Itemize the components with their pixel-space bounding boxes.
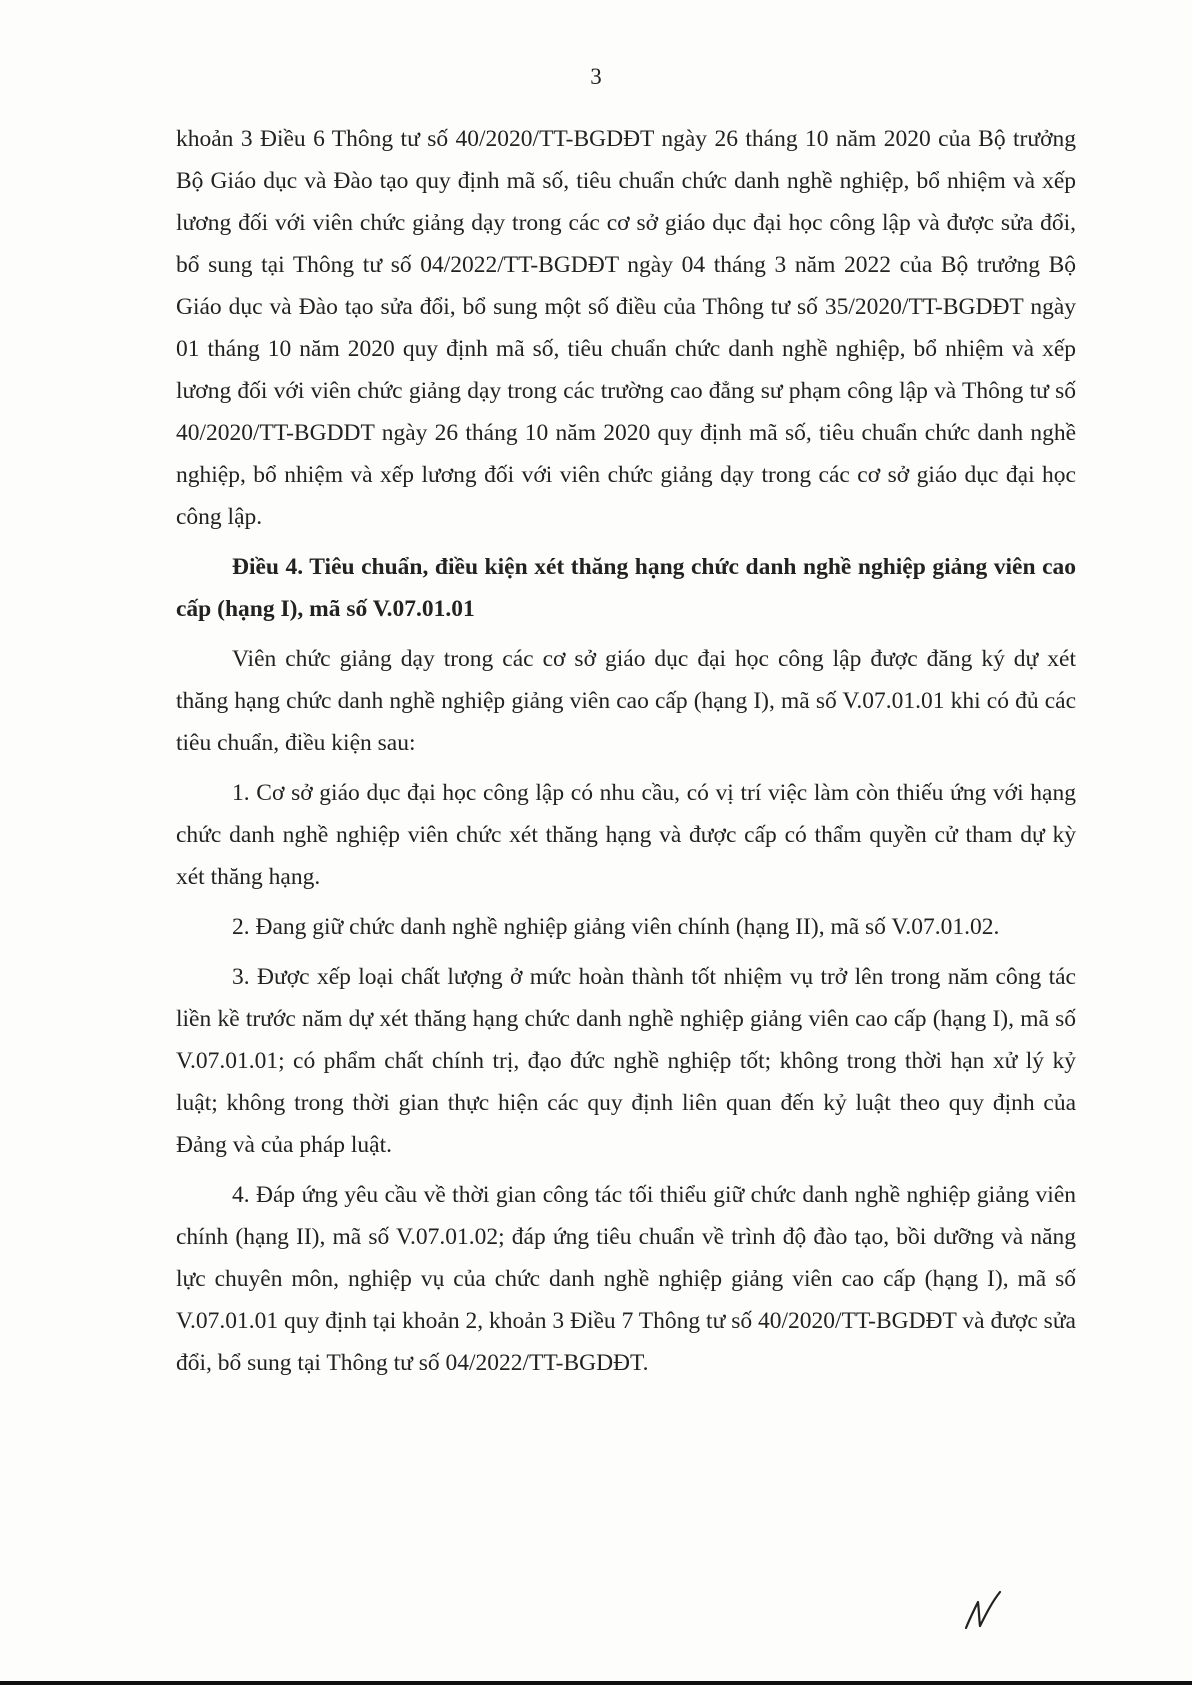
article-heading: Điều 4. Tiêu chuẩn, điều kiện xét thăng hạng chức danh nghề nghiệp giảng viên cao cấp (hạng I), mã số V.07.01.01 bbox=[176, 554, 1076, 622]
criterion-item-3: 3. Được xếp loại chất lượng ở mức hoàn thành tốt nhiệm vụ trở lên trong năm công tác liền kề trước năm dự xét thăng hạng chức danh nghề nghiệp giảng viên cao cấp (hạng I), mã số V.07.01.01; có phẩm chất chính trị, đạo đức nghề nghiệp tốt; không trong thời hạn xử lý kỷ luật; không trong thời gian thực hiện các quy định liên quan đến kỷ luật theo quy định của Đảng và của pháp luật. bbox=[176, 964, 1076, 1158]
intro-paragraph: khoản 3 Điều 6 Thông tư số 40/2020/TT-BGDĐT ngày 26 tháng 10 năm 2020 của Bộ trưởng Bộ Giáo dục và Đào tạo quy định mã số, tiêu chuẩn chức danh nghề nghiệp, bổ nhiệm và xếp lương đối với viên chức giảng dạy trong các cơ sở giáo dục đại học công lập và được sửa đổi, bổ sung tại Thông tư số 04/2022/TT-BGDĐT ngày 04 tháng 3 năm 2022 của Bộ trưởng Bộ Giáo dục và Đào tạo sửa đổi, bổ sung một số điều của Thông tư số 35/2020/TT-BGDĐT ngày 01 tháng 10 năm 2020 quy định mã số, tiêu chuẩn chức danh nghề nghiệp, bổ nhiệm và xếp lương đối với viên chức giảng dạy trong các trường cao đẳng sư phạm công lập và Thông tư số 40/2020/TT-BGDDT ngày 26 tháng 10 năm 2020 quy định mã số, tiêu chuẩn chức danh nghề nghiệp, bổ nhiệm và xếp lương đối với viên chức giảng dạy trong các cơ sở giáo dục đại học công lập. bbox=[176, 126, 1076, 530]
criterion-item-2: 2. Đang giữ chức danh nghề nghiệp giảng viên chính (hạng II), mã số V.07.01.02. bbox=[232, 914, 1000, 940]
criterion-item-1: 1. Cơ sở giáo dục đại học công lập có nhu cầu, có vị trí việc làm còn thiếu ứng với hạng chức danh nghề nghiệp viên chức xét thăng hạng và được cấp có thẩm quyền cử tham dự kỳ xét thăng hạng. bbox=[176, 780, 1076, 890]
scan-bottom-border bbox=[0, 1681, 1192, 1685]
criterion-item-4: 4. Đáp ứng yêu cầu về thời gian công tác tối thiểu giữ chức danh nghề nghiệp giảng viên chính (hạng II), mã số V.07.01.02; đáp ứng tiêu chuẩn về trình độ đào tạo, bồi dưỡng và năng lực chuyên môn, nghiệp vụ của chức danh nghề nghiệp giảng viên cao cấp (hạng I), mã số V.07.01.01 quy định tại khoản 2, khoản 3 Điều 7 Thông tư số 40/2020/TT-BGDĐT và được sửa đổi, bổ sung tại Thông tư số 04/2022/TT-BGDĐT. bbox=[176, 1182, 1076, 1376]
article-intro-paragraph: Viên chức giảng dạy trong các cơ sở giáo dục đại học công lập được đăng ký dự xét thăng hạng chức danh nghề nghiệp giảng viên cao cấp (hạng I), mã số V.07.01.01 khi có đủ các tiêu chuẩn, điều kiện sau: bbox=[176, 646, 1076, 756]
initial-signature-mark bbox=[960, 1588, 1004, 1632]
page-number: 3 bbox=[590, 64, 602, 89]
document-body bbox=[176, 118, 1076, 1384]
